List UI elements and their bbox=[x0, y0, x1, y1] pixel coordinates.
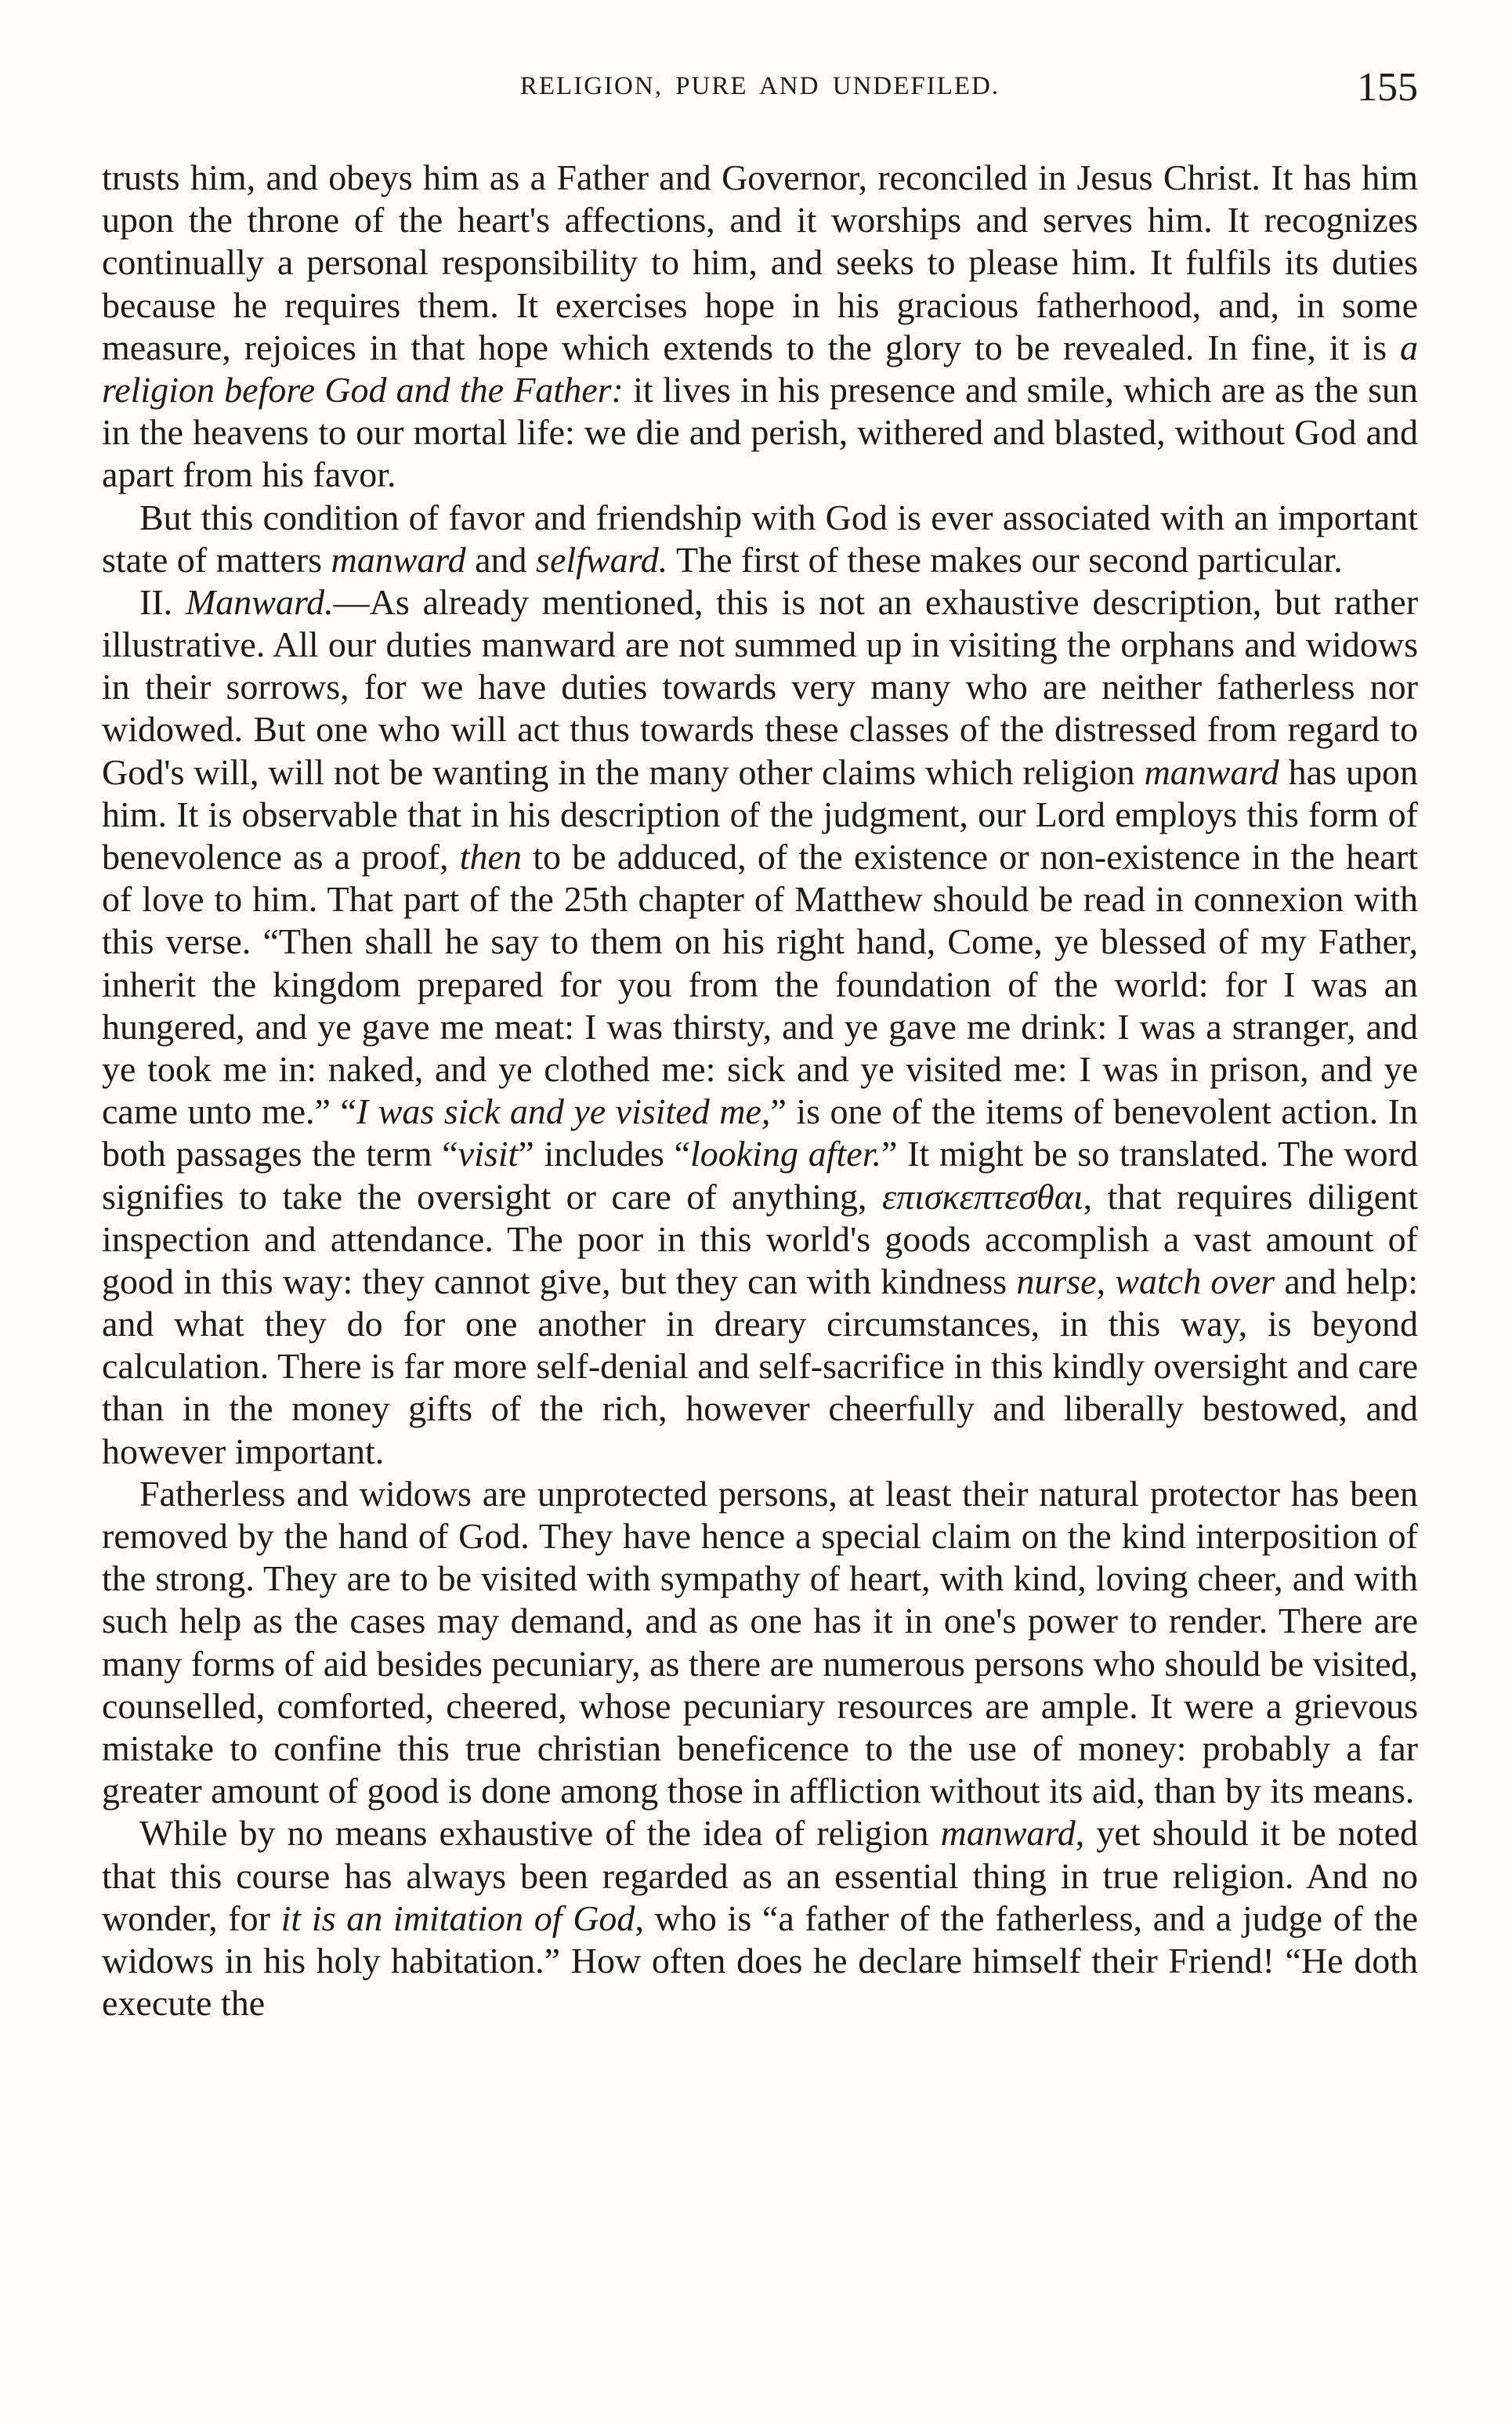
text-run: , yet should it be noted that this course has always been regarded as an essential thing in true religion. And no wonder, for bbox=[102, 1813, 1418, 1938]
paragraph bbox=[102, 157, 1418, 497]
italic-run: nurse, watch over bbox=[1016, 1261, 1275, 1301]
text-run: , who is “a father of the fatherless, and a judge of the widows in his holy habitation.” How often does he declare himself their Friend! “He doth execute the bbox=[102, 1898, 1418, 2024]
text-run: Fatherless and widows are unprotected persons, at least their natural protector has been removed by the hand of God. They have hence a special claim on the kind interposition of the strong. They are to be visited with sympathy of heart, with kind, loving cheer, and with such help as the cases may demand, and as one has it in one's power to render. There are many forms of aid besides pecuniary, as there are numerous persons who should be visited, counselled, comforted, cheered, whose pecuniary resources are ample. It were a grievous mistake to confine this true christian beneficence to the use of money: probably a far greater amount of good is done among those in affliction without its aid, than by its means. bbox=[102, 1473, 1418, 1811]
italic-run: επισκεπτεσθαι bbox=[881, 1176, 1083, 1217]
italic-run: then bbox=[459, 837, 522, 877]
italic-run: Manward. bbox=[185, 581, 334, 622]
text-run: to be adduced, of the existence or non-existence in the heart of love to him. That part of the 25th chapter of Matthew should be read in connexion with this verse. “Then shall he say to them on his right hand, Come, ye blessed of my Father, inherit the kingdom prepared for you from the foundation of the world: for I was an hungered, and ye gave me meat: I was thirsty, and ye gave me drink: I was a stranger, and ye took me in: naked, and ye clothed me: sick and ye visited me: I was in prison, and ye came unto me.” “ bbox=[102, 837, 1418, 1132]
page-header bbox=[102, 64, 1418, 127]
text-run: ” includes “ bbox=[518, 1134, 690, 1174]
text-run: ” is one of the items of benevolent action. In both passages the term “ bbox=[102, 1091, 1418, 1174]
text-run: II. bbox=[139, 581, 186, 622]
italic-run: a religion before God and the Father: bbox=[102, 327, 1418, 410]
running-title: RELIGION, PURE AND UNDEFILED. bbox=[519, 72, 1000, 100]
text-run: —As already mentioned, this is not an exhaustive description, but rather illustrative. All our duties manward are not summed up in visiting the orphans and widows in their sorrows, for we have duties towards very many who are neither fatherless nor widowed. But one who will act thus towards these classes of the distressed from regard to God's will, will not be wanting in the many other claims which religion bbox=[102, 581, 1419, 792]
italic-run: visit bbox=[458, 1134, 519, 1174]
italic-run: it is an imitation of God bbox=[280, 1898, 635, 1938]
page-number: 155 bbox=[1357, 65, 1418, 110]
paragraph bbox=[102, 581, 1418, 1473]
paragraph bbox=[102, 1473, 1418, 1813]
paragraph bbox=[102, 1812, 1418, 2024]
text-run: it lives in his presence and smile, which are as the sun in the heavens to our mortal life: we die and perish, withered and blasted, without God and apart from his favor. bbox=[102, 369, 1418, 495]
text-run: and bbox=[465, 539, 537, 580]
italic-run: manward bbox=[940, 1813, 1076, 1854]
italic-run: manward bbox=[331, 539, 466, 580]
text-run: But this condition of favor and friendship with God is ever associated with an important state of matters bbox=[102, 497, 1418, 580]
paragraph bbox=[102, 497, 1418, 581]
text-run: , that requires diligent inspection and attendance. The poor in this world's goods accomplish a vast amount of good in this way: they cannot give, but they can with kindness bbox=[102, 1176, 1418, 1301]
body-text bbox=[102, 157, 1418, 2024]
text-run: has upon him. It is observable that in his description of the judgment, our Lord employs this form of benevolence as a proof, bbox=[102, 751, 1418, 877]
italic-run: I was sick and ye visited me, bbox=[356, 1091, 771, 1132]
italic-run: selfward. bbox=[536, 539, 668, 580]
italic-run: manward bbox=[1144, 751, 1279, 792]
text-run: trusts him, and obeys him as a Father and Governor, reconciled in Jesus Christ. It has him upon the throne of the heart's affections, and it worships and serves him. It recognizes continually a personal responsibility to him, and seeks to please him. It fulfils its duties because he requires them. It exercises hope in his gracious fatherhood, and, in some measure, rejoices in that hope which extends to the glory to be revealed. In fine, it is bbox=[102, 157, 1418, 367]
text-run: and help: and what they do for one another in dreary circumstances, in this way, is beyond calculation. There is far more self-denial and self-sacrifice in this kindly oversight and care than in the money gifts of the rich, however cheerfully and liberally bestowed, and however important. bbox=[102, 1261, 1418, 1471]
italic-run: looking after. bbox=[689, 1134, 881, 1174]
text-run: The first of these makes our second particular. bbox=[667, 539, 1343, 580]
text-run: ” It might be so translated. The word signifies to take the oversight or care of anything, bbox=[102, 1134, 1418, 1217]
text-run: While by no means exhaustive of the idea of religion bbox=[139, 1813, 941, 1854]
